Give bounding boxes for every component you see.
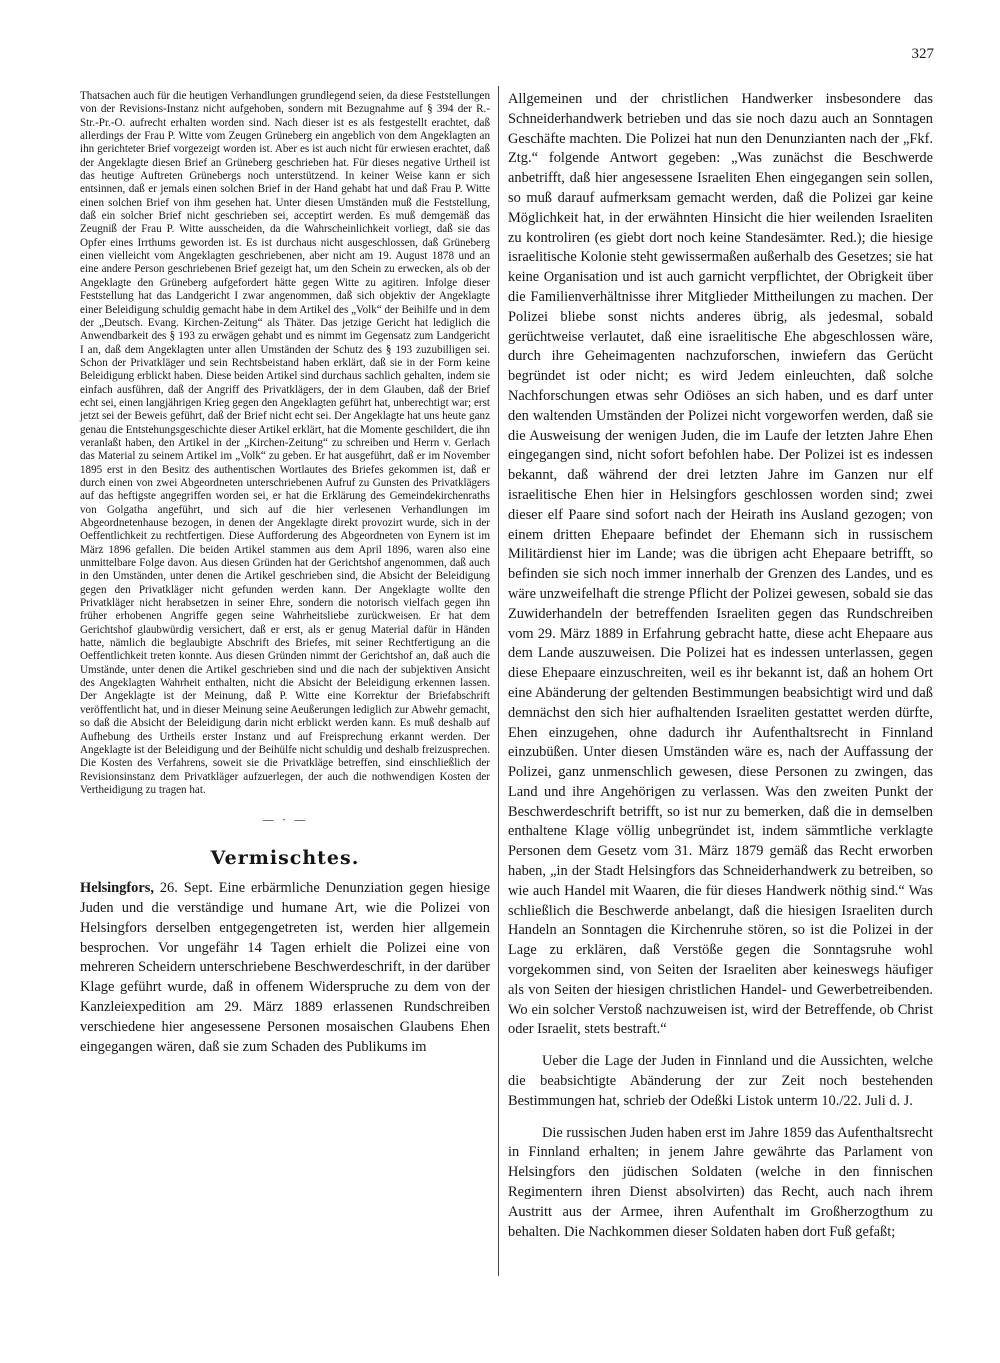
page-number: 327: [911, 46, 934, 62]
police-answer-text: Allgemeinen und der christlichen Handwerker insbesondere das Schneiderhandwerk betrieben und das sie noch dazu auch an Sonntagen Geschäfte machten. Die Polizei hat nun den Denunzianten nach der „Fkf. Ztg.“ folgende Antwort gegeben: „Was zunächst die Beschwerde anbetrifft, daß hier angesessene Israeliten Ehen eingegangen sein sollen, so muß darauf aufmerksam gemacht werden, daß die Polizei gar keine Möglichkeit hat, in der erwähnten Hinsicht die hier weilenden Israeliten zu kontroliren (es giebt dort noch keine Standesämter. Red.); die hiesige israelitische Kolonie steht gewissermaßen außerhalb des Gesetzes; sie hat keine Organisation und ist auch garnicht verpflichtet, der Obrigkeit über die Familienverhältnisse ihrer Mitglieder Mittheilungen zu machen. Der Polizei bliebe sonst nichts anderes übrig, als jedesmal, sobald gerüchtweise verlautet, daß eine israelitische Ehe abgeschlossen wäre, durch ihre Geheimagenten nachzuforschen, inwiefern das Gerücht begründet ist oder nicht; es wird Jedem einleuchten, daß solche Nachforschungen etwas sehr Odiöses an sich haben, und es darf unter den waltenden Umständen der Polizei nicht vorgeworfen werden, daß sie die Ausweisung der wenigen Juden, die im Laufe der letzten Jahre Ehen eingegangen sind, nicht sofort befohlen habe. Der Polizei ist es indessen bekannt, daß während der drei letzten Jahre im Ganzen nur elf israelitische Ehen hier in Helsingfors geschlossen worden sind; zwei dieser elf Paare sind sofort nach der Heirath ins Ausland gezogen; von einem dritten Ehepaare befindet der Ehemann sich in russischem Militärdienst hier im Lande; was die übrigen acht Ehepaare betrifft, so befinden sie sich noch immer innerhalb der Grenzen des Landes, und es wäre unzweifelhaft die strenge Pflicht der Polizei gewesen, sobald sie das Zuwiderhandeln der betreffenden Israeliten gegen das Rundschreiben vom 29. März 1889 in Erfahrung gebracht hatte, diese acht Ehepaare aus dem Lande auszuweisen. Die Polizei hat es indessen unterlassen, gegen diese Ehepaare einzuschreiten, weil es ihr bekannt ist, daß an hohem Ort eine Abänderung der geltenden Bestimmungen beabsichtigt wird und daß demnächst den sich hier aufhaltenden Israeliten gestattet werden dürfte, Ehen einzugehen, ohne dadurch ihr Aufenthaltsrecht in Finnland einzubüßen. Unter diesen Umständen wäre es, nach der Auffassung der Polizei, ganz unmenschlich gewesen, diese Personen zu zwingen, das Land und ihre Angehörigen zu verlassen. Was den zweiten Punkt der Beschwerdeschrift betrifft, so ist nur zu bemerken, daß die in demselben enthaltene Klage völlig unbegründet ist, indem sämmtliche verklagte Personen dem Gesetz vom 31. März 1879 gemäß das Recht erworben haben, „in der Stadt Helsingfors das Schneiderhandwerk zu betreiben, so wie auch Handel mit Waaren, die für dieses Handwerk nöthig sind.“ Was schließlich die Beschwerde anbelangt, daß die hiesigen Israeliten durch Handeln an Sonntagen die Kirchenruhe stören, so ist die Polizei in der Lage zu erklären, daß Verstöße gegen die Sonntagsruhe wohl vorgekommen sind, von Seiten der Israeliten aber keineswegs häufiger als von Seiten der hiesigen christlichen Handel- und Gewerbetreibenden. Wo ein solcher Verstoß nachzuweisen ist, wird der Betreffende, ob Christ oder Israelit, stets bestraft.“: [508, 91, 933, 1038]
jews-in-finland-text: Die russischen Juden haben erst im Jahre 1859 das Aufenthaltsrecht in Finnland erhalten; in jenem Jahre gewährte das Parlament von Helsingfors den jüdischen Soldaten (welche in den finnischen Regimentern ihren Dienst absolvirten) das Recht, auch nach ihrem Austritt aus der Armee, ihren Aufenthalt im Großherzogthum zu behalten. Die Nachkommen dieser Soldaten haben dort Fuß gefaßt;: [508, 1124, 933, 1240]
court-report-text: Thatsachen auch für die heutigen Verhandlungen grundlegend seien, da diese Feststellungen von der Revisions-Instanz nicht aufgehoben, sondern mit Bezugnahme auf § 394 der R.-Str.-Pr.-O. aufrecht erhalten worden sind. Nach dieser ist es als festgestellt erachtet, daß allerdings der Frau P. Witte vom Zeugen Grüneberg ein angeblich von dem Angeklagten an ihn gerichteter Brief vorgezeigt worden ist. Aber es ist auch nicht für erwiesen erachtet, daß der Angeklagte diesen Brief an Grüneberg geschrieben hat. Für dieses negative Urtheil ist das heutige Auftreten Grünebergs noch unterstützend. In keiner Weise kann er sich entsinnen, daß er jemals einen solchen Brief in der Hand gehabt hat und daß Frau P. Witte einen solchen Brief von ihm gesehen hat. Unter diesen Umständen muß die Feststellung, daß ein solcher Brief nicht geschrieben sei, acceptirt werden. Es muß demgemäß das Zeugniß der Frau P. Witte ausscheiden, da die Wahrscheinlichkeit vorliegt, daß sie das Opfer eines Irrthums geworden ist. Es ist durchaus nicht ausgeschlossen, daß Grüneberg einen vielleicht vom Angeklagten geschriebenen, aber nicht am 19. August 1878 und an eine andere Person geschriebenen Brief gezeigt hat, um den Schein zu erwecken, als ob der Angeklagte den Grüneberg aufgefordert hätte gegen Witte zu agitiren. Infolge dieser Feststellung hat das Landgericht I zwar angenommen, daß sich objektiv der Angeklagte einer Beleidigung schuldig gemacht habe in dem Artikel des „Volk“ der Beihilfe und in dem der „Deutsch. Evang. Kirchen-Zeitung“ als Thäter. Das jetzige Gericht hat lediglich die Anwendbarkeit des § 193 zu erwägen gehabt und es nimmt im Gegensatz zum Landgericht I an, daß dem Angeklagten unter allen Umständen der Schutz des § 193 zuzubilligen sei. Schon der Privatkläger und sein Rechtsbeistand haben erklärt, daß sie in der Form keine Beleidigung erblickt haben. Diese beiden Artikel sind durchaus sachlich gehalten, indem sie einfach ausführen, daß der Angriff des Privatklägers, der in dem Glauben, daß der Brief echt sei, einen langjährigen Krieg gegen den Angeklagten geführt hat, unberechtigt war; erst jetzt sei der Beweis geführt, daß der Brief nicht echt sei. Der Angeklagte hat uns heute ganz genau die Entstehungsgeschichte dieser Artikel erklärt, hat die Momente geschildert, die ihn veranlaßt haben, den Artikel in der „Kirchen-Zeitung“ zu schreiben und Herrn v. Gerlach das Material zu seinem Artikel im „Volk“ zu geben. Er hat ausgeführt, daß er im November 1895 erst in den Besitz des authentischen Wortlautes des Briefes gekommen ist, daß er durch einen von zwei Abgeordneten unterschriebenen Aufruf zu Gunsten des Privatklägers auf das heftigste angegriffen worden sei, er hat die Erklärung des Gemeindekirchenraths von Golgatha angeführt, und sich auf die hier verlesenen Verhandlungen im Abgeordnetenhause bezogen, in denen der Angeklagte direkt provozirt wurde, sich in der Oeffentlichkeit zu rechtfertigen. Diese Aufforderung des Abgeordneten von Eynern ist im März 1896 gefallen. Die beiden Artikel stammen aus dem April 1896, waren also eine unmittelbare Folge davon. Aus diesen Gründen hat der Gerichtshof angenommen, daß auch in den Umständen, unter denen die Artikel geschrieben sind, die Absicht der Beleidigung gegen den Privatkläger nicht gefunden werden kann. Der Angeklagte wollte den Privatkläger nicht herabsetzen in seiner Ehre, sondern die notorisch vielfach gegen ihn früher erhobenen Angriffe gegen seine Wahrheitsliebe zurückweisen. Er hat dem Gerichtshof glaubwürdig versichert, daß er erst, als er genug Material dafür in Händen hatte, nämlich die beglaubigte Abschrift des Briefes, mit seiner Rechtfertigung an die Oeffentlichkeit treten konnte. Aus diesen Gründen nimmt der Gerichtshof an, daß auch die Umstände, unter denen die Artikel geschrieben sind und die nach der subjektiven Ansicht des Angeklagten Wahrheit enthalten, nicht die Absicht der Beleidigung erkennen lassen. Der Angeklagte ist der Meinung, daß P. Witte eine Korrektur der Briefabschrift veröffentlicht hat, und in dieser Meinung seine Aeußerungen lediglich zur Abwehr gemacht, so daß die Absicht der Beleidigung darin nicht erblickt werden kann. Es muß deshalb auf Aufhebung des Urtheils erster Instanz und auf Freisprechung erkannt werden. Der Angeklagte ist der Beleidigung und der Beihülfe nicht schuldig und deshalb freizusprechen. Die Kosten des Verfahrens, soweit sie die Privatkläge betreffen, sind einschließlich der Revisionsinstanz dem Privatkläger aufzuerlegen, der auch die nothwendigen Kosten der Vertheidigung zu tragen hat.: [80, 90, 490, 796]
column-divider: [498, 86, 499, 1276]
section-title: Vermischtes.: [210, 847, 360, 870]
odesski-listok-intro: Ueber die Lage der Juden in Finnland und die Aussichten, welche die beabsichtigte Abänderung der zur Zeit noch bestehenden Bestimmungen hat, schrieb der Odeßki Listok unterm 10./22. Juli d. J.: [508, 1053, 933, 1109]
dateline-place: Helsingfors,: [80, 880, 154, 897]
right-column: [508, 90, 933, 1242]
section-separator: — · —: [262, 813, 308, 828]
report-body: Eine erbärmliche Denunziation gegen hiesige Juden und die verständige und humane Art, wie die Polizei von Helsingfors derselben entgegengetreten ist, werden hier allgemein besprochen. Vor ungefähr 14 Tagen erhielt die Polizei eine von mehreren Scheidern unterschriebene Beschwerdeschrift, in der darüber Klage geführt wurde, daß in offenem Widerspruche zu dem von der Kanzleiexpedition am 29. März 1889 erlassenen Rundschreiben verschiedene hier angesessene Personen mosaischen Glaubens Ehen eingegangen wären, daß sie zum Schaden des Publikums im: [80, 880, 490, 1055]
dateline-date: 26. Sept.: [159, 880, 213, 897]
left-column: [80, 90, 490, 1057]
helsingfors-report: [80, 879, 490, 1057]
